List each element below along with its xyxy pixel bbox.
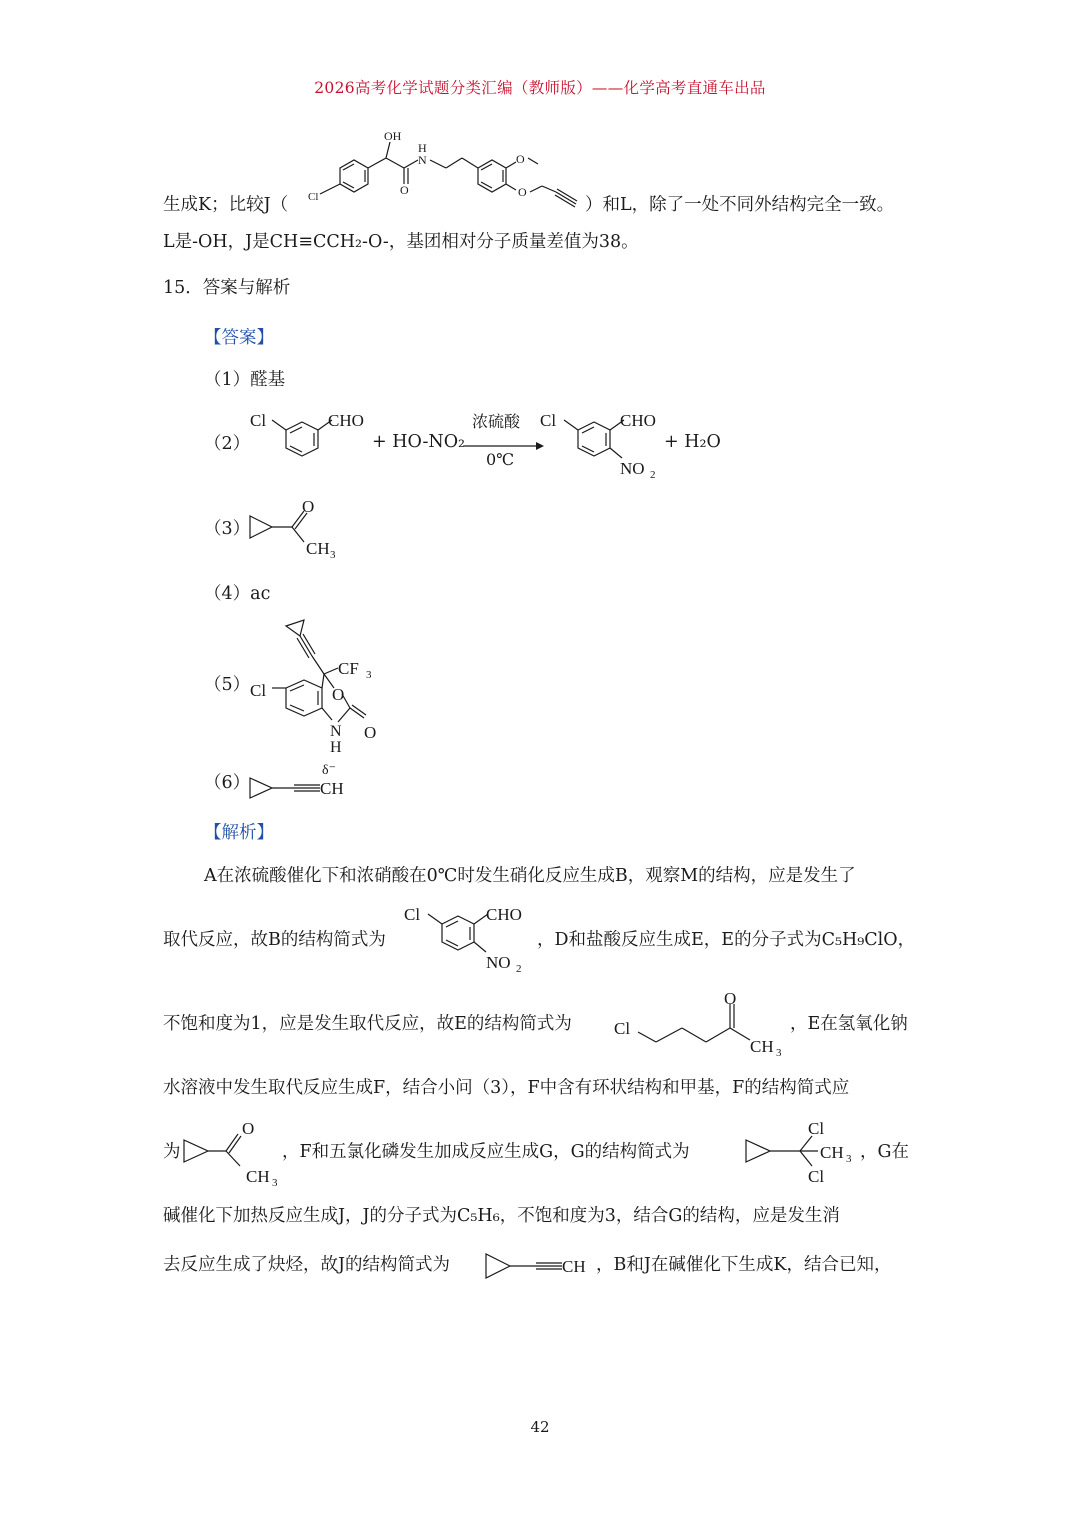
svg-text:O: O bbox=[364, 723, 377, 742]
svg-text:Cl: Cl bbox=[808, 1119, 825, 1138]
analysis-line-2-pre: 取代反应，故B的结构简式为 bbox=[163, 930, 386, 950]
svg-text:3: 3 bbox=[776, 1047, 782, 1058]
structure-e bbox=[612, 988, 792, 1058]
answer-5-number: （5） bbox=[204, 675, 251, 695]
page-header: 2026高考化学试题分类汇编（教师版）——化学高考直通车出品 bbox=[314, 79, 766, 97]
svg-text:O: O bbox=[516, 152, 525, 166]
analysis-line-6: 碱催化下加热反应生成J，J的分子式为C₅H₆，不饱和度为3，结合G的结构，应是发生消 bbox=[163, 1206, 840, 1226]
svg-text:2: 2 bbox=[516, 963, 522, 975]
answer-1: （1）醛基 bbox=[204, 370, 286, 390]
answer-3-number: （3） bbox=[204, 519, 251, 539]
svg-text:CH: CH bbox=[306, 539, 330, 558]
svg-text:CHO: CHO bbox=[620, 411, 656, 430]
analysis-line-5-mid: ，F和五氯化磷发生加成反应生成G，G的结构简式为 bbox=[282, 1142, 690, 1162]
analysis-line-3-post: ，E在氢氧化钠 bbox=[790, 1014, 908, 1034]
svg-text:CH: CH bbox=[750, 1037, 774, 1056]
svg-text:CH: CH bbox=[246, 1167, 270, 1186]
analysis-line-5-post: ，G在 bbox=[860, 1142, 909, 1162]
svg-text:3: 3 bbox=[330, 549, 336, 561]
answer-2-condition-bottom: 0℃ bbox=[486, 450, 515, 469]
structure-g bbox=[742, 1116, 862, 1186]
structure-j-alkyne bbox=[482, 1248, 602, 1284]
svg-text:Cl: Cl bbox=[540, 411, 557, 430]
answer-2-product: + H₂O bbox=[664, 432, 721, 452]
reaction-arrow bbox=[464, 436, 544, 446]
answer-tag: 【答案】 bbox=[204, 328, 274, 348]
svg-text:O: O bbox=[242, 1119, 255, 1138]
svg-text:N: N bbox=[418, 153, 427, 167]
svg-text:OH: OH bbox=[384, 129, 402, 143]
svg-text:NO: NO bbox=[620, 459, 645, 478]
answer-4: （4）ac bbox=[204, 584, 271, 604]
svg-text:δ⁻: δ⁻ bbox=[322, 763, 336, 778]
intro-line-1-pre: 生成K；比较J（ bbox=[163, 195, 289, 215]
structure-m-answer bbox=[246, 612, 396, 760]
analysis-line-1: A在浓硫酸催化下和浓硝酸在0℃时发生硝化反应生成B，观察M的结构，应是发生了 bbox=[204, 866, 856, 886]
svg-text:Cl: Cl bbox=[404, 905, 421, 924]
answer-6-number: （6） bbox=[204, 773, 251, 793]
structure-j bbox=[306, 128, 596, 216]
analysis-tag: 【解析】 bbox=[204, 823, 274, 843]
svg-text:Cl: Cl bbox=[308, 191, 319, 203]
svg-text:NO: NO bbox=[486, 953, 511, 972]
svg-text:Cl: Cl bbox=[614, 1019, 631, 1038]
intro-line-1-post: ）和L，除了一处不同外结构完全一致。 bbox=[585, 195, 895, 215]
svg-text:CH: CH bbox=[820, 1143, 844, 1162]
structure-f bbox=[180, 1116, 280, 1186]
svg-text:CH: CH bbox=[320, 779, 344, 798]
structure-j-anion bbox=[246, 760, 356, 804]
svg-text:CH: CH bbox=[562, 1257, 586, 1276]
svg-text:CHO: CHO bbox=[486, 905, 522, 924]
structure-f-answer bbox=[246, 496, 346, 562]
svg-text:O: O bbox=[332, 685, 345, 704]
svg-text:O: O bbox=[724, 989, 737, 1008]
structure-b-answer bbox=[538, 406, 668, 482]
page-number: 42 bbox=[530, 1418, 550, 1436]
analysis-line-3-pre: 不饱和度为1，应是发生取代反应，故E的结构简式为 bbox=[163, 1014, 572, 1034]
svg-text:H: H bbox=[418, 141, 427, 155]
svg-text:Cl: Cl bbox=[808, 1167, 825, 1186]
analysis-line-7-post: ，B和J在碱催化下生成K，结合已知， bbox=[596, 1255, 892, 1275]
svg-text:O: O bbox=[302, 497, 315, 516]
svg-text:3: 3 bbox=[846, 1153, 852, 1165]
answer-2-condition-top: 浓硫酸 bbox=[472, 412, 521, 431]
svg-text:3: 3 bbox=[366, 669, 372, 681]
question-title: 15．答案与解析 bbox=[163, 278, 291, 298]
structure-b bbox=[402, 900, 542, 976]
svg-text:N: N bbox=[330, 723, 342, 740]
analysis-line-5-pre: 为 bbox=[163, 1142, 181, 1162]
cho-label: CHO bbox=[328, 411, 364, 430]
svg-text:O: O bbox=[518, 185, 527, 199]
cl-label: Cl bbox=[250, 411, 267, 430]
analysis-line-7-pre: 去反应生成了炔烃，故J的结构简式为 bbox=[163, 1255, 451, 1275]
answer-2-reagent: + HO-NO₂ bbox=[372, 432, 466, 452]
svg-text:CF: CF bbox=[338, 659, 359, 678]
answer-2-number: （2） bbox=[204, 434, 251, 454]
structure-a-reactant bbox=[246, 406, 376, 468]
svg-text:O: O bbox=[400, 183, 409, 197]
svg-text:3: 3 bbox=[272, 1177, 278, 1186]
intro-line-2: L是-OH，J是CH≡CCH₂-O-，基团相对分子质量差值为38。 bbox=[163, 232, 639, 252]
svg-text:2: 2 bbox=[650, 469, 656, 481]
analysis-line-4: 水溶液中发生取代反应生成F，结合小问（3），F中含有环状结构和甲基，F的结构简式应 bbox=[163, 1078, 850, 1098]
svg-text:Cl: Cl bbox=[250, 681, 267, 700]
analysis-line-2-post: ，D和盐酸反应生成E，E的分子式为C₅H₉ClO， bbox=[537, 930, 916, 950]
svg-text:H: H bbox=[330, 739, 342, 756]
